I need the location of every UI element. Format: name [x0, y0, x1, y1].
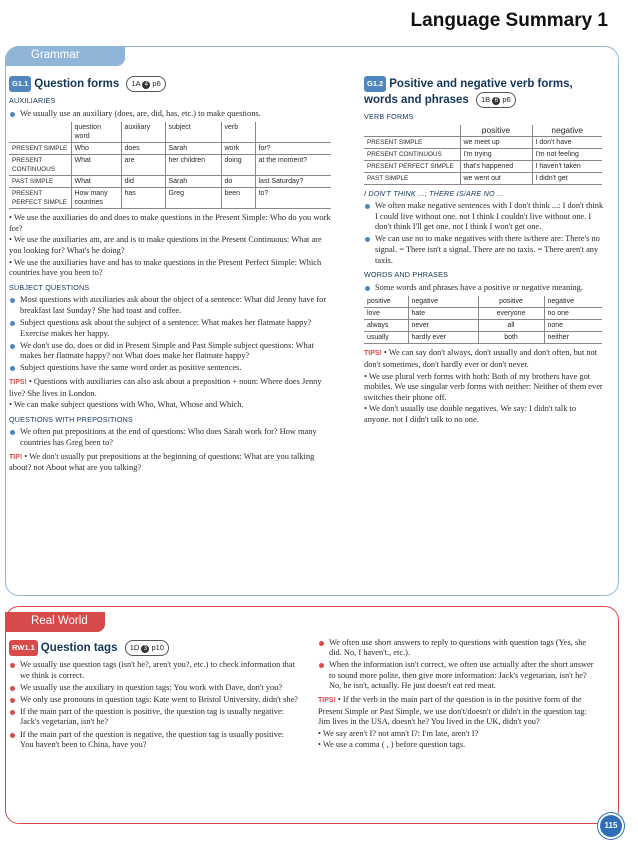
think-bullet: We often make negative sentences with I don't think ...: I don't think I could live without one. not I think I couldn't live without one. I don't think I'll get one. not I think I won't get one.	[364, 201, 604, 233]
question-tag-bullet: If the main part of the question is negative, the question tag is usually positive: You haven't been to China, have you?	[9, 730, 299, 751]
table-row: love hate everyone no one	[364, 308, 602, 320]
tips-line: • We don't usually use double negatives. We say: I didn't talk to anyone. not I didn't talk to no one.	[364, 404, 577, 424]
page-title: Language Summary 1	[410, 10, 608, 31]
question-forms-table	[9, 122, 331, 209]
tip-label: TIPS!	[318, 696, 336, 704]
tips-line: • We use a comma ( , ) before question tags.	[318, 740, 466, 750]
subject-bullet: Subject questions ask about the subject of a sentence: What makes her flatmate happy? Exercise makes her happy.	[9, 318, 334, 339]
bullet-icon	[365, 204, 370, 209]
g1-2-column	[364, 76, 604, 427]
tips-block: TIPS! • We can say don't always, don't usually and don't often, but not don't sometimes, don't hardly ever or don't never.	[364, 348, 598, 370]
words-phrases-heading: WORDS AND PHRASES	[364, 270, 449, 280]
rw1-1-code: RW1.1	[9, 640, 38, 656]
verb-forms-heading: VERB FORMS	[364, 112, 414, 121]
prep-bullet: We often put prepositions at the end of questions: Who does Sarah work for? How many countries has Greg been to?	[9, 427, 334, 448]
question-tag-bullet: We usually use the auxiliary in question tags: You work with Dave, don't you?	[9, 683, 299, 694]
bullet-icon	[10, 344, 15, 349]
question-tag-bullet: We only use pronouns in question tags: Kate went to Bristol University, didn't she?	[9, 695, 299, 706]
words-bullet: Some words and phrases have a positive or negative meaning.	[364, 283, 604, 294]
reference-number-icon: 4	[142, 81, 150, 89]
g1-2-reference: 1B 6 p6	[476, 92, 516, 108]
rw1-1-reference: 1D 3 p10	[125, 640, 169, 656]
table-row: PRESENT PERFECT SIMPLE How many countries has Greg been to?	[9, 188, 331, 209]
bullet-icon	[10, 698, 15, 703]
g1-2-heading	[364, 76, 604, 108]
bullet-icon	[10, 321, 15, 326]
g1-1-column	[9, 76, 334, 475]
g1-1-code: G1.1	[9, 76, 31, 92]
tip-label: TIPS!	[9, 379, 27, 386]
subject-bullet: Subject questions have the same word order as positive sentences.	[9, 363, 334, 374]
rw-right-column	[318, 636, 600, 752]
question-tag-bullet: When the information isn't correct, we often use actually after the short answer to sound more polite, then give more information: Jack's vegetarian, isn't he? No, he isn't, actually. He just doesn't eat red meat.	[318, 660, 600, 692]
bullet-icon	[319, 663, 324, 668]
tip-block: TIP! • We don't usually put prepositions at the beginning of questions: What are you talking about? not About what are you talking?	[9, 451, 315, 473]
rw1-1-title: Question tags	[40, 642, 118, 654]
verb-forms-table	[364, 125, 602, 185]
question-tag-bullet: We often use short answers to reply to questions with question tags (Yes, she did. No, I haven't., etc.).	[318, 638, 600, 659]
tips-line: • We say aren't I? not amn't I?: I'm late, aren't I?	[318, 728, 479, 738]
g1-2-title: Positive and negative verb forms, words and phrases	[364, 78, 573, 106]
tips-block: TIPS! • If the verb in the main part of the question is in the positive form of the Present Simple or Past Simple, we use don't/doesn't or didn't in the question tag: Jim lives in the USA, doesn't he? You lived in the UK, didn't you?	[318, 694, 587, 727]
table-row: PRESENT CONTINUOUS I'm trying I'm not feeling	[364, 148, 602, 160]
table-row: PRESENT SIMPLE Who does Sarah work for?	[9, 143, 331, 155]
bullet-icon	[10, 733, 15, 738]
tip-label: TIP!	[9, 453, 23, 461]
tip-label: TIPS!	[364, 350, 382, 358]
reference-number-icon: 6	[492, 97, 500, 105]
question-tag-bullet: If the main part of the question is positive, the question tag is usually negative: Jack's vegetarian, isn't he?	[9, 707, 299, 728]
bullet-icon	[319, 641, 324, 646]
bullet-icon	[10, 710, 15, 715]
tips-block: TIPS! • Questions with auxiliaries can also ask about a preposition + noun: Where does Jenny live? She lives in London.	[9, 377, 322, 398]
bullet-icon	[10, 663, 15, 668]
rw-left-column	[9, 640, 299, 752]
subject-bullet: Most questions with auxiliaries ask about the object of a sentence: What did Jenny have for breakfast last Sunday? She had toast and coffee.	[9, 295, 334, 316]
think-bullet: We can use no to make negatives with there is/there are: There's no signal. = There isn't a signal. There are no taxis. = There aren't any taxis.	[364, 234, 604, 266]
bullet-icon	[365, 237, 370, 242]
real-world-tab: Real World	[5, 612, 105, 632]
table-row: PAST SIMPLE we went out I didn't get	[364, 172, 602, 184]
bullet-icon	[10, 366, 15, 371]
table-row: question word auxiliary subject verb	[9, 122, 331, 143]
table-row: always never all none	[364, 320, 602, 332]
g1-1-title: Question forms	[34, 78, 120, 90]
g1-2-code: G1.2	[364, 76, 386, 92]
subject-bullet: We don't use do, does or did in Present Simple and Past Simple subject questions: What makes her flatmate happy? not What does make her flatmate happy?	[9, 341, 334, 362]
bullet-icon	[10, 112, 15, 117]
bullet-icon	[10, 686, 15, 691]
subject-questions-heading: SUBJECT QUESTIONS	[9, 282, 90, 292]
prepositions-heading: QUESTIONS WITH PREPOSITIONS	[9, 414, 134, 424]
rw1-1-heading	[9, 640, 299, 656]
aux-note: • We use the auxiliaries have and has to make questions in the Present Perfect Simple: Which countries have you been to?	[9, 257, 322, 278]
aux-note: • We use the auxiliaries do and does to make questions in the Present Simple: Who do you work for?	[9, 213, 331, 233]
table-row: positive negative	[364, 125, 602, 137]
bullet-icon	[10, 430, 15, 435]
table-row: usually hardly ever both neither	[364, 332, 602, 344]
tips-line: • We use plural verb forms with both: Both of my brothers have got mobiles. We use singular verb forms with neither: Neither of them ever switches their phone off.	[364, 371, 603, 402]
g1-1-reference: 1A 4 p6	[126, 76, 165, 92]
reference-number-icon: 3	[141, 645, 149, 653]
grammar-tab: Grammar	[5, 46, 125, 66]
tips-line: • We can make subject questions with Who, What, Whose and Which.	[9, 400, 244, 410]
aux-note: • We use the auxiliaries am, are and is to make questions in the Present Continuous: What are you looking for? What's he doing?	[9, 235, 322, 255]
table-row: PRESENT SIMPLE we meet up I don't have	[364, 136, 602, 148]
think-heading: I DON'T THINK ...; THERE IS/ARE NO ...	[364, 188, 504, 198]
table-row: PAST SIMPLE What did Sarah do last Saturday?	[9, 176, 331, 188]
question-tag-bullet: We usually use question tags (isn't he?, aren't you?, etc.) to check information that we think is correct.	[9, 660, 299, 681]
bullet-icon	[10, 298, 15, 303]
words-phrases-table	[364, 296, 602, 344]
aux-intro: We usually use an auxiliary (does, are, did, has, etc.) to make questions.	[9, 109, 334, 120]
bullet-icon	[365, 286, 370, 291]
page-number-badge: 115	[600, 815, 622, 837]
table-row: positive negative positive negative	[364, 296, 602, 308]
g1-1-heading	[9, 76, 334, 92]
auxiliaries-heading: AUXILIARIES	[9, 96, 56, 105]
table-row: PRESENT CONTINUOUS What are her children doing at the moment?	[9, 155, 331, 176]
table-row: PRESENT PERFECT SIMPLE that's happened I haven't taken	[364, 160, 602, 172]
